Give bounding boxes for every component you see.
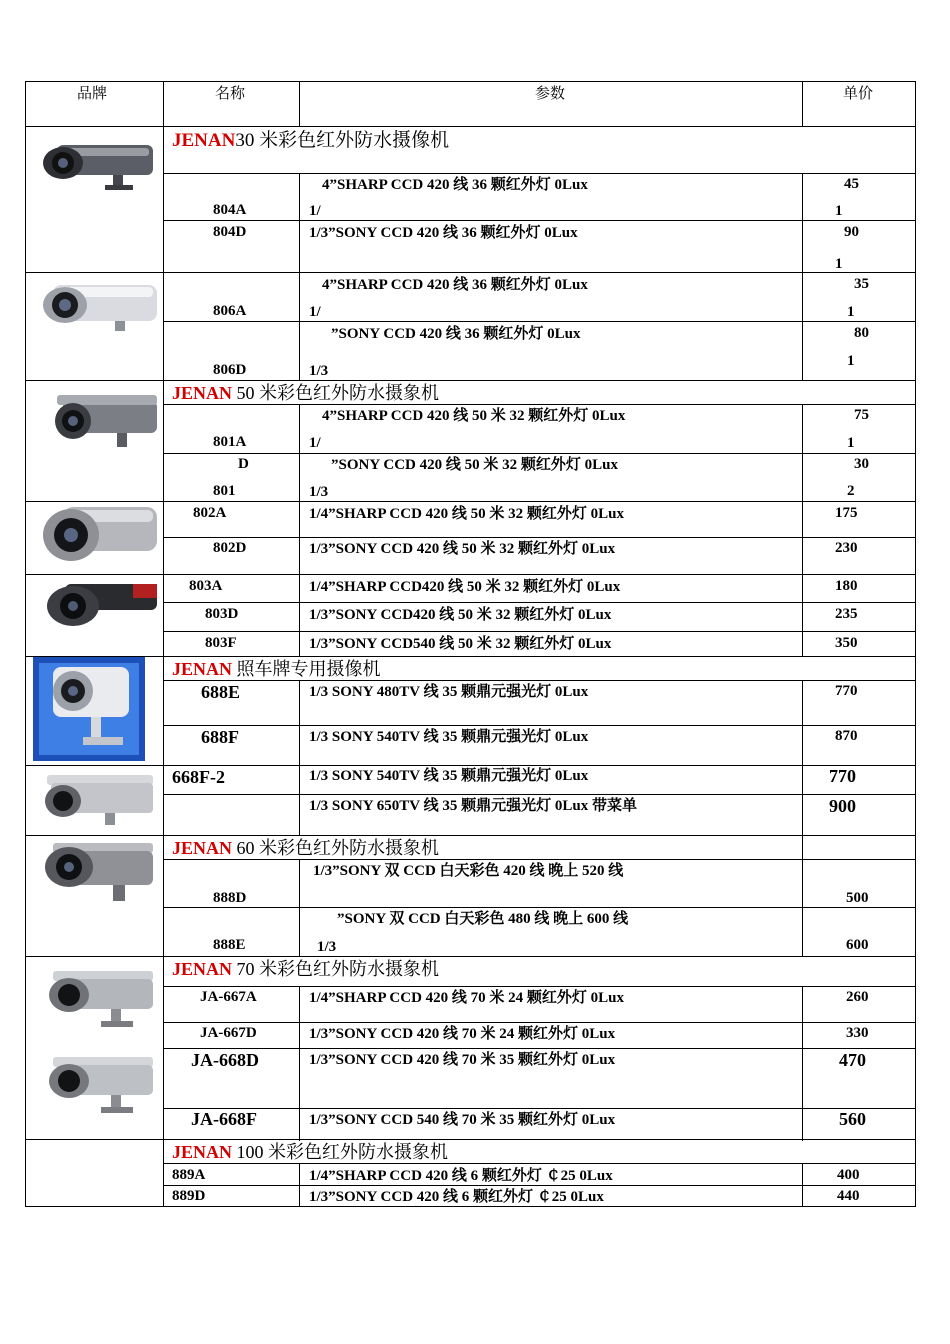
grid-line — [163, 1163, 916, 1164]
price-668f-2-menu: 900 — [829, 796, 856, 816]
grid-line — [163, 986, 916, 987]
price-801d: 30 — [854, 456, 869, 472]
params-802d: 1/3”SONY CCD 420 线 50 米 32 颗红外灯 0Lux — [309, 541, 616, 557]
price-804d-b: 1 — [835, 256, 843, 272]
grid-line — [802, 835, 803, 956]
params-806a: 4”SHARP CCD 420 线 36 颗红外灯 0Lux — [322, 277, 588, 293]
brand-name: JENAN — [172, 130, 236, 151]
brand-name: JENAN — [172, 959, 233, 979]
price-688e: 770 — [835, 683, 858, 699]
params-888d: 1/3”SONY 双 CCD 白天彩色 420 线 晚上 520 线 — [313, 863, 624, 879]
params-801a: 4”SHARP CCD 420 线 50 米 32 颗红外灯 0Lux — [322, 408, 626, 424]
grid-line — [163, 907, 916, 908]
grid-line — [25, 81, 26, 1207]
price-ja-668d: 470 — [839, 1050, 866, 1070]
model-806d: 806D — [213, 362, 247, 378]
model-803d: 803D — [205, 606, 239, 622]
params-889d: 1/3”SONY CCD 420 线 6 颗红外灯 ￠25 0Lux — [309, 1189, 604, 1205]
header-name: 名称 — [215, 84, 246, 102]
model-668f-2: 668F-2 — [172, 767, 225, 787]
grid-line — [299, 173, 300, 380]
params-801d-pre: 1/3 — [309, 484, 329, 500]
price-801a-b: 1 — [847, 435, 855, 451]
grid-line — [163, 680, 916, 681]
price-668f-2: 770 — [829, 766, 856, 786]
params-889a: 1/4”SHARP CCD 420 线 6 颗红外灯 ￠25 0Lux — [309, 1168, 613, 1184]
price-888d: 500 — [846, 890, 869, 906]
params-688f: 1/3 SONY 540TV 线 35 颗鼎元强光灯 0Lux — [309, 729, 589, 745]
price-803f: 350 — [835, 635, 858, 651]
price-806a-b: 1 — [847, 304, 855, 320]
model-804d: 804D — [213, 224, 247, 240]
header-brand: 品牌 — [77, 84, 108, 102]
grid-line — [163, 631, 916, 632]
grid-line — [802, 986, 803, 1141]
model-ja-668d: JA-668D — [191, 1050, 259, 1070]
params-806d: ”SONY CCD 420 线 36 颗红外灯 0Lux — [331, 326, 581, 342]
price-ja-667a: 260 — [846, 989, 869, 1005]
grid-line — [163, 404, 916, 405]
grid-line — [25, 765, 916, 766]
section-title-100m: JENAN 100 米彩色红外防水摄象机 — [172, 1142, 449, 1162]
camera-image — [37, 576, 159, 638]
params-804a: 4”SHARP CCD 420 线 36 颗红外灯 0Lux — [322, 177, 588, 193]
grid-line — [163, 1108, 916, 1109]
model-ja-667a: JA-667A — [200, 989, 257, 1005]
price-table — [25, 81, 916, 1207]
price-804d: 90 — [844, 224, 859, 240]
grid-line — [25, 835, 916, 836]
camera-image — [33, 657, 145, 761]
grid-line — [25, 1206, 916, 1207]
grid-line — [25, 956, 916, 957]
params-688e: 1/3 SONY 480TV 线 35 颗鼎元强光灯 0Lux — [309, 684, 589, 700]
camera-image — [35, 837, 157, 907]
price-ja-668f: 560 — [839, 1109, 866, 1129]
grid-line — [163, 81, 164, 1207]
model-806a: 806A — [213, 303, 247, 319]
grid-line — [299, 680, 300, 835]
grid-line — [915, 81, 916, 1207]
grid-line — [163, 453, 916, 454]
grid-line — [802, 81, 803, 126]
camera-image — [37, 1053, 157, 1121]
model-688f: 688F — [201, 727, 239, 747]
grid-line — [802, 404, 803, 656]
grid-line — [25, 81, 916, 82]
model-801d-b: 801 — [213, 483, 236, 499]
grid-line — [802, 173, 803, 380]
price-802d: 230 — [835, 540, 858, 556]
model-801a: 801A — [213, 434, 247, 450]
price-888e: 600 — [846, 937, 869, 953]
grid-line — [802, 680, 803, 835]
price-803d: 235 — [835, 606, 858, 622]
header-price: 单价 — [843, 84, 874, 102]
params-803f: 1/3”SONY CCD540 线 50 米 32 颗红外灯 0Lux — [309, 636, 612, 652]
grid-line — [25, 126, 916, 127]
params-806a-pre: 1/ — [309, 304, 321, 320]
brand-name: JENAN — [172, 659, 233, 679]
camera-image — [35, 139, 155, 193]
grid-line — [163, 725, 916, 726]
grid-line — [163, 1185, 916, 1186]
model-688e: 688E — [201, 682, 241, 702]
grid-line — [25, 1139, 916, 1140]
price-806d-b: 1 — [847, 353, 855, 369]
grid-line — [25, 656, 916, 657]
camera-image — [43, 391, 159, 453]
model-ja-668f: JA-668F — [191, 1109, 257, 1129]
params-668f-2: 1/3 SONY 540TV 线 35 颗鼎元强光灯 0Lux — [309, 768, 589, 784]
params-ja-668f: 1/3”SONY CCD 540 线 70 米 35 颗红外灯 0Lux — [309, 1112, 616, 1128]
price-688f: 870 — [835, 728, 858, 744]
grid-line — [299, 404, 300, 656]
price-889a: 400 — [837, 1167, 860, 1183]
price-889d: 440 — [837, 1188, 860, 1204]
grid-line — [163, 602, 916, 603]
params-804a-pre: 1/ — [309, 203, 321, 219]
price-804a-b: 1 — [835, 203, 843, 219]
params-806d-pre: 1/3 — [309, 363, 329, 379]
grid-line — [163, 220, 916, 221]
brand-name: JENAN — [172, 1142, 233, 1162]
section-title-70m: JENAN 70 米彩色红外防水摄象机 — [172, 959, 440, 979]
model-802a: 802A — [193, 505, 227, 521]
section-title-60m: JENAN 60 米彩色红外防水摄象机 — [172, 838, 440, 858]
grid-line — [163, 794, 916, 795]
model-803a: 803A — [189, 578, 223, 594]
grid-line — [163, 537, 916, 538]
grid-line — [163, 173, 916, 174]
params-888e: ”SONY 双 CCD 白天彩色 480 线 晚上 600 线 — [337, 911, 629, 927]
params-668f-2-menu: 1/3 SONY 650TV 线 35 颗鼎元强光灯 0Lux 带菜单 — [309, 798, 637, 814]
section-title-50m: JENAN 50 米彩色红外防水摄象机 — [172, 383, 440, 403]
camera-image — [35, 279, 159, 337]
params-802a: 1/4”SHARP CCD 420 线 50 米 32 颗红外灯 0Lux — [309, 506, 625, 522]
section-title-plate: JENAN 照车牌专用摄像机 — [172, 659, 381, 679]
grid-line — [25, 380, 916, 381]
params-888e-pre: 1/3 — [317, 939, 337, 955]
grid-line — [299, 986, 300, 1141]
model-803f: 803F — [205, 635, 237, 651]
price-804a: 45 — [844, 176, 859, 192]
model-802d: 802D — [213, 540, 247, 556]
price-ja-667d: 330 — [846, 1025, 869, 1041]
price-806a: 35 — [854, 276, 869, 292]
params-803d: 1/3”SONY CCD420 线 50 米 32 颗红外灯 0Lux — [309, 607, 612, 623]
grid-line — [163, 1022, 916, 1023]
grid-line — [299, 81, 300, 126]
price-801a: 75 — [854, 407, 869, 423]
price-803a: 180 — [835, 578, 858, 594]
params-803a: 1/4”SHARP CCD420 线 50 米 32 颗红外灯 0Lux — [309, 579, 621, 595]
camera-image — [33, 771, 157, 829]
model-801d: D — [238, 456, 249, 472]
model-888e: 888E — [213, 937, 246, 953]
section-title-30m: JENAN30 米彩色红外防水摄像机 — [172, 130, 450, 151]
params-804d: 1/3”SONY CCD 420 线 36 颗红外灯 0Lux — [309, 225, 578, 241]
model-888d: 888D — [213, 890, 247, 906]
price-801d-b: 2 — [847, 483, 855, 499]
camera-image — [37, 967, 157, 1035]
brand-name: JENAN — [172, 383, 233, 403]
params-ja-667a: 1/4”SHARP CCD 420 线 70 米 24 颗红外灯 0Lux — [309, 990, 625, 1006]
header-params: 参数 — [535, 84, 566, 102]
params-801a-pre: 1/ — [309, 435, 321, 451]
params-ja-667d: 1/3”SONY CCD 420 线 70 米 24 颗红外灯 0Lux — [309, 1026, 616, 1042]
price-806d: 80 — [854, 325, 869, 341]
price-802a: 175 — [835, 505, 858, 521]
model-889d: 889D — [172, 1188, 206, 1204]
params-ja-668d: 1/3”SONY CCD 420 线 70 米 35 颗红外灯 0Lux — [309, 1052, 616, 1068]
model-ja-667d: JA-667D — [200, 1025, 257, 1041]
brand-name: JENAN — [172, 838, 233, 858]
model-889a: 889A — [172, 1167, 206, 1183]
grid-line — [25, 272, 916, 273]
camera-image — [33, 501, 159, 571]
grid-line — [163, 859, 916, 860]
model-804a: 804A — [213, 202, 247, 218]
grid-line — [163, 1048, 916, 1049]
params-801d: ”SONY CCD 420 线 50 米 32 颗红外灯 0Lux — [331, 457, 618, 473]
grid-line — [25, 574, 916, 575]
grid-line — [163, 321, 916, 322]
